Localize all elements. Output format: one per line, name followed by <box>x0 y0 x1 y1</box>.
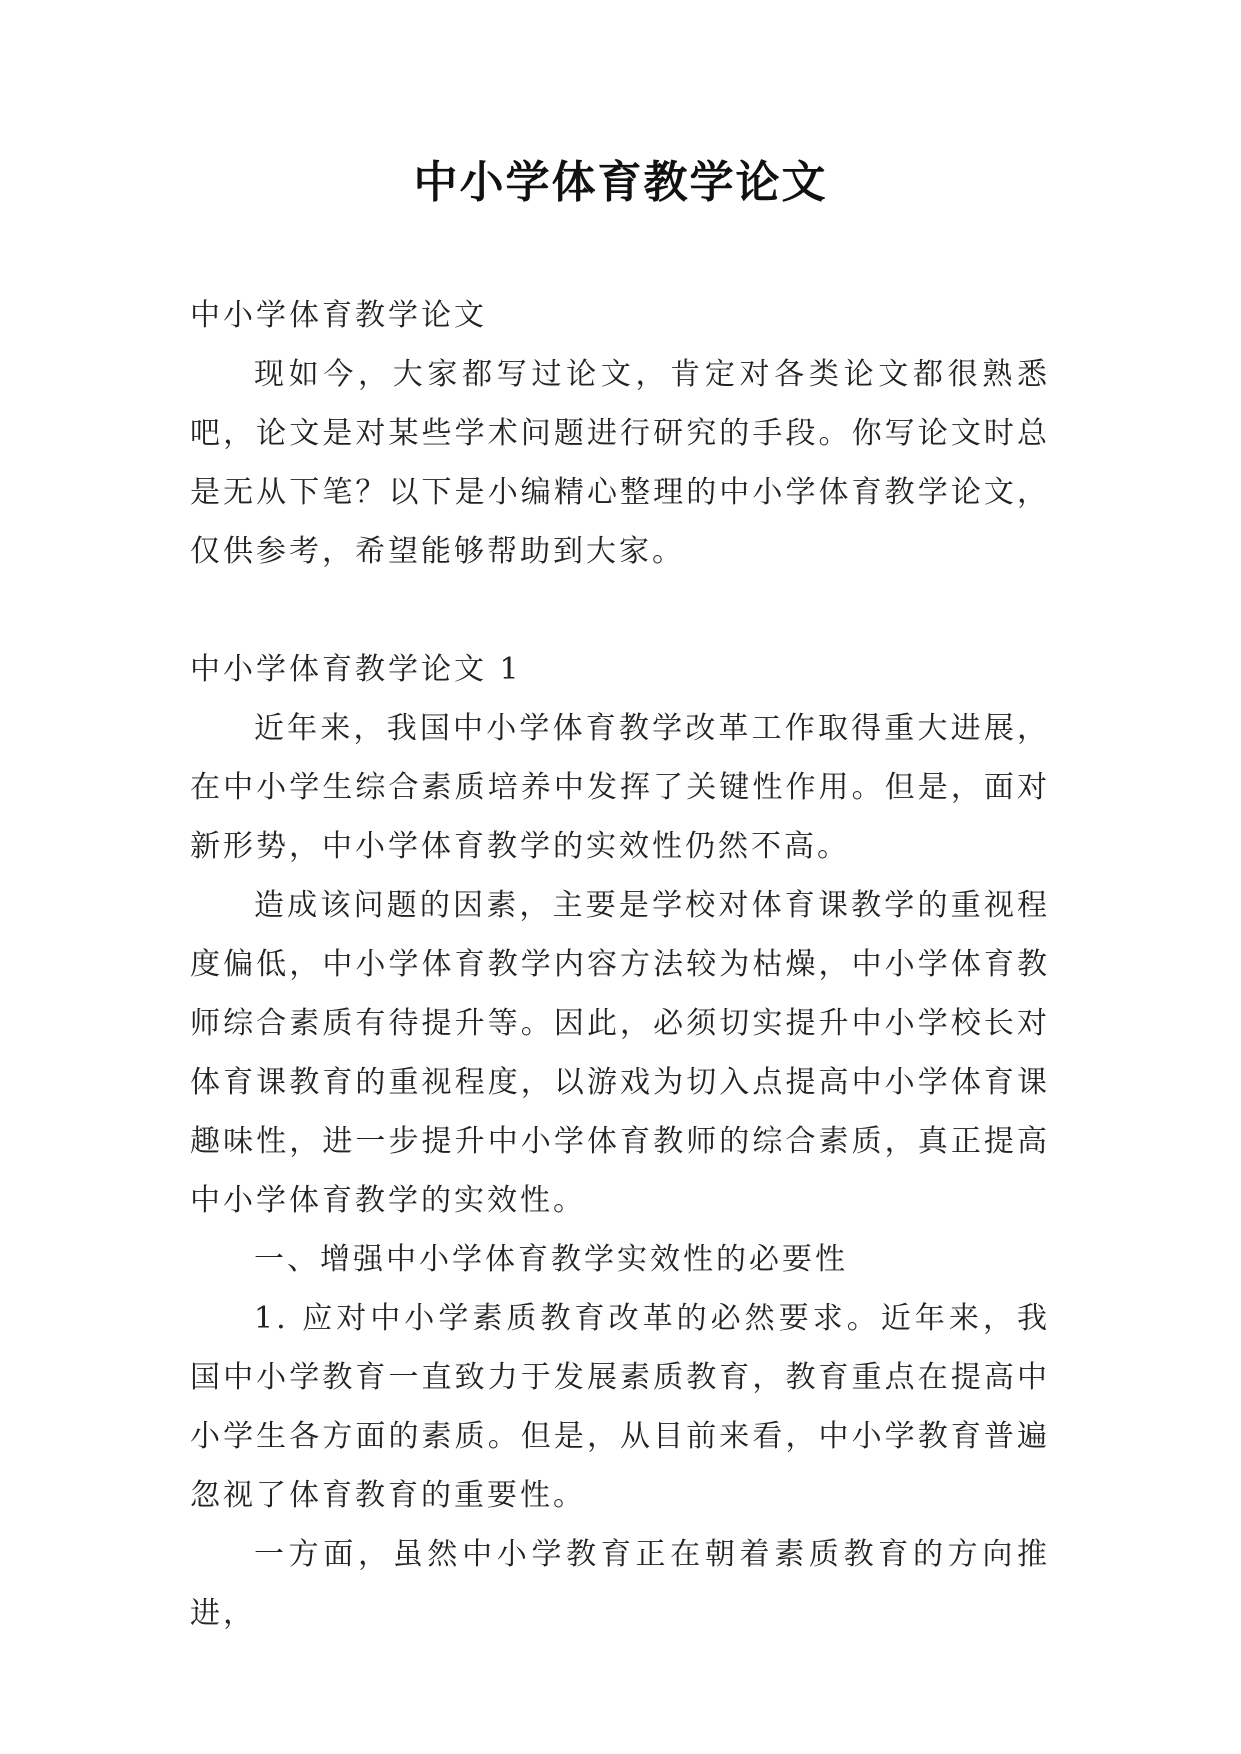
body-paragraph: 造成该问题的因素，主要是学校对体育课教学的重视程度偏低，中小学体育教学内容方法较为枯燥，中小学体育教师综合素质有待提升等。因此，必须切实提升中小学校长对体育课教育的重视程度，以游戏为切入点提高中小学体育课趣味性，进一步提升中小学体育教师的综合素质，真正提高中小学体育教学的实效性。 <box>190 888 1050 1218</box>
body-paragraph: 1. 应对中小学素质教育改革的必然要求。近年来，我国中小学教育一直致力于发展素质教育，教育重点在提高中小学生各方面的素质。但是，从目前来看，中小学教育普遍忽视了体育教育的重要性。 <box>190 1301 1050 1513</box>
section-subheading: 一、增强中小学体育教学实效性的必要性 <box>254 1242 848 1277</box>
body-paragraph: 近年来，我国中小学体育教学改革工作取得重大进展，在中小学生综合素质培养中发挥了关键性作用。但是，面对新形势，中小学体育教学的实效性仍然不高。 <box>190 711 1050 864</box>
body-paragraph: 一方面，虽然中小学教育正在朝着素质教育的方向推进， <box>190 1537 1050 1631</box>
document-body <box>190 286 1050 1643</box>
document-title: 中小学体育教学论文 <box>413 157 828 208</box>
document-subtitle: 中小学体育教学论文 <box>190 298 487 333</box>
section-heading: 中小学体育教学论文 1 <box>190 652 522 687</box>
intro-paragraph: 现如今，大家都写过论文，肯定对各类论文都很熟悉吧，论文是对某些学术问题进行研究的手段。你写论文时总是无从下笔？以下是小编精心整理的中小学体育教学论文，仅供参考，希望能够帮助到大家。 <box>190 357 1050 569</box>
